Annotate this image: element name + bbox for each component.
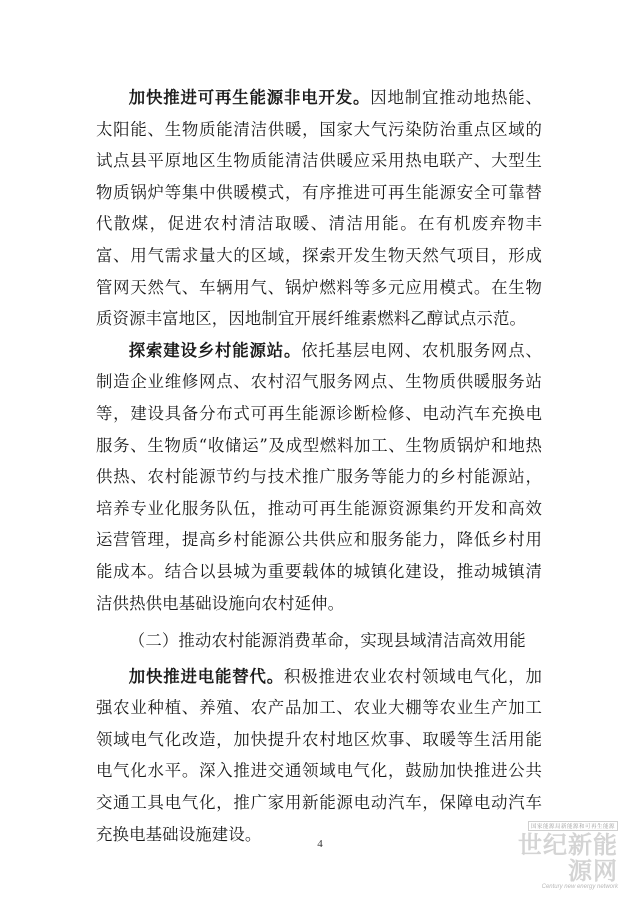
watermark-top-label: 国家能源局新能源和可再生能源 <box>528 821 618 831</box>
paragraph-rural-energy-station <box>96 335 542 619</box>
paragraph-lead: 加快推进电能替代。 <box>128 666 285 686</box>
watermark-logo-text: 世纪新能源网 <box>518 831 618 885</box>
paragraph-text: 因地制宜推动地热能、太阳能、生物质能清洁供暖，国家大气污染防治重点区域的试点县平原地区生物质能清洁供暖应采用热电联产、大型生物质锅炉等集中供暖模式，有序推进可再生能源安全可靠替代散煤，促进农村清洁取暖、清洁用能。在有机废弃物丰富、用气需求量大的区域，探索开发生物天然气项目，形成管网天然气、车辆用气、锅炉燃料等多元应用模式。在生物质资源丰富地区，因地制宜开展纤维素燃料乙醇试点示范。 <box>96 88 543 329</box>
paragraph-non-electric-renewables <box>96 82 542 335</box>
document-body <box>96 82 542 850</box>
section-heading: （二）推动农村能源消费革命，实现县域清洁高效用能 <box>128 631 526 651</box>
watermark-subtitle: Century new energy network <box>541 884 618 890</box>
site-watermark <box>496 813 618 890</box>
paragraph-lead: 加快推进可再生能源非电开发。 <box>128 88 371 107</box>
paragraph-text: 积极推进农业农村领域电气化，加强农业种植、养殖、农产品加工、农业大棚等农业生产加工领域电气化改造，加快提升农村地区炊事、取暖等生活用能电气化水平。深入推进交通领域电气化，鼓励加快推进公共交通工具电气化，推广家用新能源电动汽车，保障电动汽车充换电基础设施建设。 <box>96 666 542 844</box>
paragraph-electricity-substitution <box>96 661 542 851</box>
page-number: 4 <box>317 838 323 850</box>
paragraph-text: 依托基层电网、农机服务网点、制造企业维修网点、农村沼气服务网点、生物质供暖服务站等，建设具备分布式可再生能源诊断检修、电动汽车充换电服务、生物质“收储运”及成型燃料加工、生物质锅炉和地热供热、农村能源节约与技术推广服务等能力的乡村能源站，培养专业化服务队伍，推动可再生能源资源集约开发和高效运营管理，提高乡村能源公共供应和服务能力，降低乡村用能成本。结合以县城为重要载体的城镇化建设，推动城镇清洁供热供电基础设施向农村延伸。 <box>96 340 543 613</box>
paragraph-lead: 探索建设乡村能源站。 <box>128 340 302 360</box>
